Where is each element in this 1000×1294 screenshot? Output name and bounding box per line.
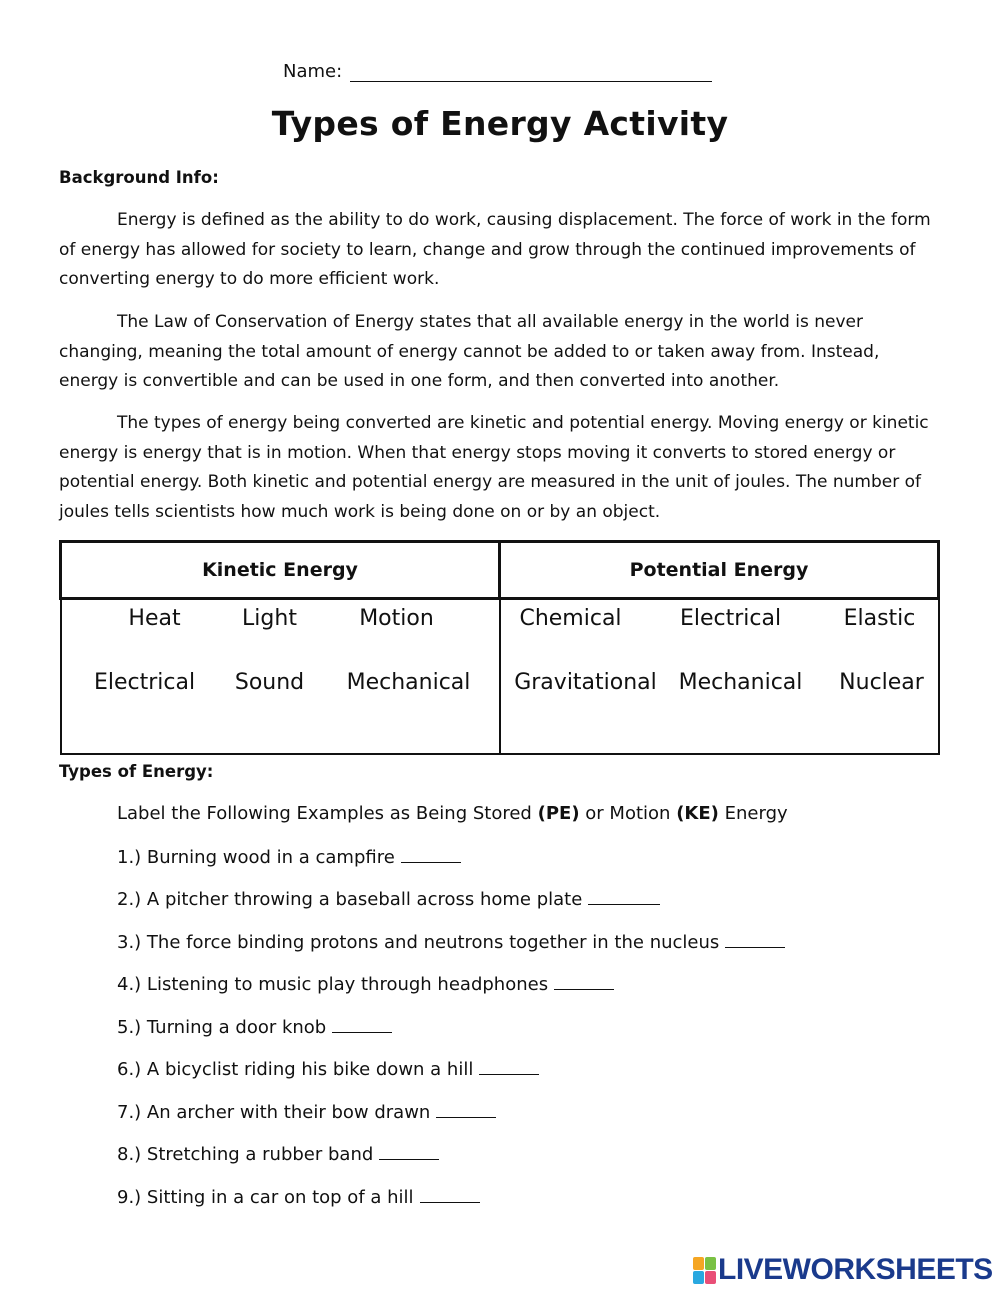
logo-tile	[705, 1257, 716, 1270]
answer-blank[interactable]	[554, 973, 614, 990]
answer-blank[interactable]	[420, 1186, 480, 1203]
answer-blank[interactable]	[401, 846, 461, 863]
logo-text: LIVEWORKSHEETS	[718, 1253, 993, 1286]
background-heading: Background Info:	[59, 168, 219, 187]
answer-blank[interactable]	[332, 1016, 392, 1033]
question-8	[117, 1143, 439, 1165]
question-6	[117, 1058, 539, 1080]
instructions-suffix: Energy	[724, 803, 788, 824]
logo-tiles-icon	[693, 1257, 716, 1284]
question-3	[117, 931, 785, 953]
pe-label: (PE)	[537, 803, 580, 824]
answer-blank[interactable]	[588, 888, 660, 905]
question-text: 1.) Burning wood in a campfire	[117, 847, 395, 868]
question-text: 8.) Stretching a rubber band	[117, 1144, 374, 1165]
potential-item-electrical: Electrical	[679, 606, 782, 631]
question-text: 4.) Listening to music play through headphones	[117, 974, 549, 995]
question-4	[117, 973, 614, 995]
kinetic-item-electrical: Electrical	[93, 670, 196, 695]
name-field[interactable]	[283, 61, 712, 82]
instructions-middle: or Motion	[585, 803, 671, 824]
kinetic-item-heat: Heat	[128, 606, 181, 631]
name-label: Name:	[283, 61, 343, 82]
logo-tile	[693, 1257, 704, 1270]
potential-item-mechanical: Mechanical	[678, 670, 803, 695]
question-2	[117, 888, 660, 910]
question-text: 6.) A bicyclist riding his bike down a hill	[117, 1059, 474, 1080]
answer-blank[interactable]	[436, 1101, 496, 1118]
ke-label: (KE)	[676, 803, 719, 824]
logo-tile	[705, 1271, 716, 1284]
activity-heading: Types of Energy:	[59, 762, 214, 781]
potential-item-elastic: Elastic	[843, 606, 916, 631]
question-1	[117, 846, 461, 868]
answer-blank[interactable]	[479, 1058, 539, 1075]
question-5	[117, 1016, 392, 1038]
background-paragraph-2: The Law of Conservation of Energy states that all available energy in the world is never changing, meaning the total amount of energy cannot be added to or taken away from. Instead, energy is convertible and can be used in one form, and then converted into another.	[59, 312, 880, 391]
kinetic-item-light: Light	[242, 606, 297, 631]
liveworksheets-logo	[693, 1255, 993, 1285]
kinetic-item-mechanical: Mechanical	[346, 670, 471, 695]
answer-blank[interactable]	[725, 931, 785, 948]
question-9	[117, 1186, 480, 1208]
energy-types-table	[59, 540, 940, 755]
question-text: 2.) A pitcher throwing a baseball across home plate	[117, 889, 583, 910]
name-blank-line[interactable]	[350, 61, 712, 82]
kinetic-item-sound: Sound	[234, 670, 305, 695]
page-title: Types of Energy Activity	[271, 104, 729, 143]
background-paragraph-1: Energy is defined as the ability to do work, causing displacement. The force of work in the form of energy has allowed for society to learn, change and grow through the continued improvements of converting energy to do more efficient work.	[59, 210, 931, 289]
kinetic-energy-header: Kinetic Energy	[61, 542, 500, 599]
question-7	[117, 1101, 496, 1123]
potential-item-gravitational: Gravitational	[514, 670, 657, 695]
question-text: 3.) The force binding protons and neutrons together in the nucleus	[117, 932, 720, 953]
activity-instructions	[117, 803, 788, 824]
potential-energy-header: Potential Energy	[500, 542, 939, 599]
answer-blank[interactable]	[379, 1143, 439, 1160]
question-text: 7.) An archer with their bow drawn	[117, 1102, 431, 1123]
kinetic-item-motion: Motion	[359, 606, 434, 631]
potential-item-chemical: Chemical	[519, 606, 622, 631]
question-text: 9.) Sitting in a car on top of a hill	[117, 1187, 414, 1208]
logo-tile	[693, 1271, 704, 1284]
potential-item-nuclear: Nuclear	[839, 670, 924, 695]
kinetic-energy-cell	[61, 599, 500, 755]
question-text: 5.) Turning a door knob	[117, 1017, 327, 1038]
instructions-prefix: Label the Following Examples as Being Stored	[117, 803, 532, 824]
potential-energy-cell	[500, 599, 939, 755]
background-paragraph-3: The types of energy being converted are kinetic and potential energy. Moving energy or kinetic energy is energy that is in motion. When that energy stops moving it converts to stored energy or potential energy. Both kinetic and potential energy are measured in the unit of joules. The number of joules tells scientists how much work is being done on or by an object.	[59, 413, 929, 522]
